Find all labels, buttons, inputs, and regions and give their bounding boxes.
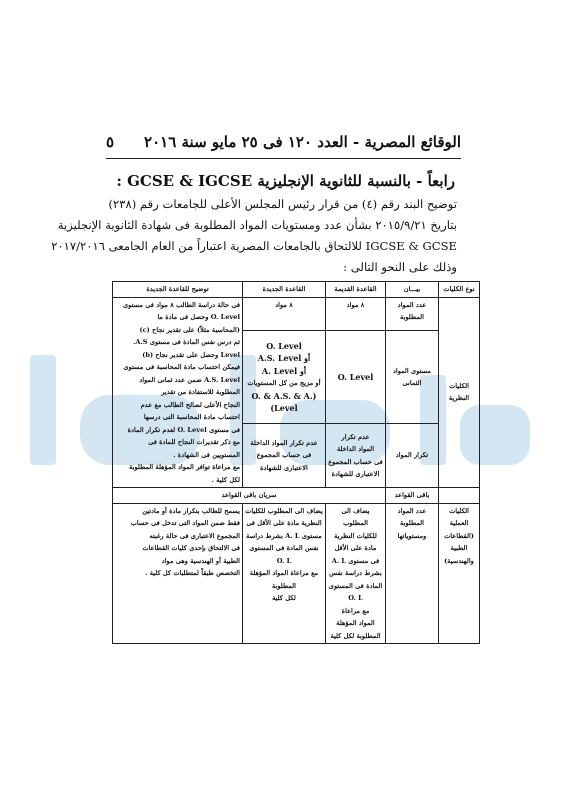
explanation-line: لكل كلية . bbox=[211, 475, 240, 484]
page-header bbox=[106, 131, 461, 157]
practical-old-line: فى مستوى A. L bbox=[331, 556, 380, 565]
remaining-rules-label: باقى القواعد bbox=[394, 491, 430, 499]
practical-old-line: المطلوبة لكل كلية bbox=[330, 631, 381, 640]
intro-paragraph bbox=[51, 194, 457, 278]
repeat-old-line: فى حساب المجموع bbox=[328, 457, 383, 466]
intro-line: توضيح البند رقم (٤) من قرار رئيس المجلس الأعلى للجامعات رقم (٢٣٨) bbox=[108, 197, 457, 211]
intro-line: وذلك على النحو التالى : bbox=[343, 260, 457, 274]
practical-explanation-cell bbox=[113, 503, 243, 644]
note-apply-rules-cell bbox=[113, 488, 386, 504]
explanation-line: A.S. Level ضمن عدد ثمانى المواد bbox=[139, 375, 240, 384]
level-new-line: أو A.S. Level bbox=[257, 353, 311, 364]
practical-old-line: مع مراعاة bbox=[341, 606, 370, 615]
repeat-label: تكرار المواد bbox=[395, 451, 429, 460]
repeat-new-line: الاعتبارى للشهادة bbox=[260, 463, 308, 472]
practical-old-line: بشرط دراسة نفس bbox=[329, 569, 382, 577]
practical-label-cell bbox=[386, 503, 439, 644]
practical-old-line: المواد المؤهلة bbox=[336, 619, 375, 627]
practical-type-cell bbox=[439, 503, 480, 644]
table-row bbox=[113, 297, 480, 331]
theoretical-type-cell bbox=[439, 297, 480, 488]
practical-type-line: (القطاعات bbox=[444, 531, 474, 540]
practical-new-cell bbox=[243, 503, 326, 644]
repeat-old-cell bbox=[326, 424, 386, 488]
explanation-line: ثم درس نفس المادة فى مستوى A.S. bbox=[133, 338, 240, 346]
practical-label-line: المطلوبة bbox=[399, 519, 425, 527]
practical-explanation-line: فى الالتحاق بإحدى كليات القطاعات bbox=[142, 544, 240, 552]
level-label: مستوى المواد الثمانى bbox=[392, 366, 432, 388]
table-row bbox=[113, 488, 480, 504]
repeat-new-line: عدم تكرار المواد الداخلة bbox=[250, 438, 318, 447]
practical-type-line: العملية bbox=[449, 519, 469, 527]
gazette-title: الوقائع المصرية - العدد ١٢٠ فى ٢٥ مايو سنة ٢٠١٦ bbox=[144, 133, 461, 151]
practical-old-line: المادة فى المستوى bbox=[328, 581, 383, 590]
intro-line: بتاريخ ٢٠١٥/٩/٢١ بشأن عدد ومستويات المواد المطلوبة فى شهادة الثانوية الإنجليزية bbox=[57, 218, 457, 232]
level-new-line: أو مزيج من كل المستويات bbox=[247, 379, 321, 388]
practical-label-line: عدد المواد bbox=[397, 506, 427, 515]
count-old: ٨ مواد bbox=[346, 300, 365, 309]
explanation-line: Level وحصل على تقدير نجاح (b) bbox=[142, 350, 240, 359]
repeat-old-line: المواد الداخلة bbox=[336, 445, 375, 454]
note-empty-cell bbox=[439, 488, 480, 504]
practical-explanation-line: يسمح للطالب بتكرار مادة أو مادتين bbox=[142, 506, 240, 515]
explanation-line: مع ذكر تقديرات النجاح للمادة فى bbox=[148, 438, 240, 446]
rules-table bbox=[112, 281, 480, 644]
explanation-line: المستويين فى الشهادة . bbox=[173, 450, 240, 459]
practical-new-line: مستوى A. L بشرط دراسة bbox=[246, 531, 322, 540]
practical-old-line: للكليات النظرية bbox=[334, 531, 377, 540]
header-explanation: توضيح للقاعدة الجديدة bbox=[113, 282, 243, 298]
explanation-line: O. Level وحصل فى مادة ما bbox=[157, 313, 240, 321]
practical-new-line: يضاف الى المطلوب للكليات bbox=[245, 506, 323, 515]
level-label-cell bbox=[386, 331, 439, 424]
practical-type-line: والهندسية) bbox=[444, 556, 474, 565]
explanation-line: النجاح الأعلى لصالح الطالب مع عدم bbox=[140, 400, 240, 409]
explanation-line: المطلوبة للاستفادة من تقدير bbox=[161, 388, 240, 396]
practical-explanation-line: فقط ضمن المواد التى تدخل فى حساب bbox=[130, 519, 240, 527]
practical-type-line: الطبية bbox=[450, 544, 468, 552]
page-number: ٥ bbox=[106, 133, 115, 151]
header-divider bbox=[106, 158, 461, 159]
practical-type-line: الكليات bbox=[449, 506, 469, 515]
level-new-line: (O. & A.S. & A. Level) bbox=[251, 390, 317, 414]
count-new: ٨ مواد bbox=[275, 300, 293, 309]
count-old-cell bbox=[326, 297, 386, 331]
theoretical-type: الكليات النظرية bbox=[448, 381, 470, 403]
section-heading: رابعاً - بالنسبة للثانوية الإنجليزية GCSE & IGCSE : bbox=[116, 172, 455, 190]
header-old-rule: القاعدة القديمة bbox=[326, 282, 386, 298]
repeat-old-line: الاعتبارى للشهادة bbox=[331, 470, 380, 479]
count-new-cell bbox=[243, 297, 326, 331]
repeat-new-line: فى حساب المجموع bbox=[256, 451, 312, 460]
table-row bbox=[113, 503, 480, 644]
explanation-line: احتساب مادة المحاسبة التى درسها bbox=[143, 413, 240, 421]
practical-new-line: لكل كلية bbox=[272, 594, 296, 602]
explanation-line: فى حالة دراسة الطالب ٨ مواد فى مستوى bbox=[123, 300, 240, 309]
practical-old-line: مادة على الأقل bbox=[334, 544, 377, 552]
note-remaining-rules-cell bbox=[386, 488, 439, 504]
theoretical-explanation-cell bbox=[113, 297, 243, 488]
practical-explanation-line: المجموع الاعتبارى فى حالة رغبته bbox=[149, 531, 240, 540]
header-new-rule: القاعدة الجديدة bbox=[243, 282, 326, 298]
header-college-type: نوع الكليات bbox=[439, 282, 480, 298]
level-new-line: أو A. Level bbox=[261, 365, 307, 376]
table-header-row bbox=[113, 282, 480, 298]
practical-new-line: النظرية مادة على الأقل فى bbox=[246, 519, 322, 527]
explanation-line: مع مراعاة توافر المواد المؤهلة المطلوبة bbox=[129, 463, 240, 471]
level-old-cell bbox=[326, 331, 386, 424]
practical-old-line: O. L bbox=[348, 594, 363, 602]
repeat-new-cell bbox=[243, 424, 326, 488]
practical-explanation-line: التخصص طبقاً لمتطلبات كل كلية . bbox=[145, 569, 240, 577]
practical-old-line: يضاف الى المطلوب bbox=[341, 506, 370, 527]
practical-new-line: مع مراعاة المواد المؤهلة المطلوبة bbox=[249, 569, 319, 590]
repeat-old-line: عدم تكرار bbox=[341, 432, 370, 441]
explanation-line: فيمكن احتساب مادة المحاسبة فى مستوى bbox=[123, 363, 240, 371]
practical-explanation-line: الطبية أو الهندسية وهى مواد bbox=[161, 556, 240, 565]
explanation-line: (المحاسبة مثلاً) على تقدير نجاح (c) bbox=[139, 325, 240, 334]
intro-line: IGCSE & GCSE للالتحاق بالجامعات المصرية اعتباراً من العام الجامعى ٢٠١٧/٢٠١٦ bbox=[51, 239, 457, 253]
repeat-label-cell bbox=[386, 424, 439, 488]
level-old: O. Level bbox=[337, 371, 374, 382]
level-new-cell bbox=[243, 331, 326, 424]
count-label-cell bbox=[386, 297, 439, 331]
count-label: عدد المواد المطلوبة bbox=[397, 300, 427, 321]
practical-label-line: ومستوياتها bbox=[397, 531, 427, 540]
header-statement: بيـــان bbox=[386, 282, 439, 298]
level-new-line: O. Level bbox=[266, 340, 302, 351]
apply-remaining-rules: سريان باقى القواعد bbox=[221, 491, 277, 499]
explanation-line: فى مستوى O. Level لعدم تكرار المادة bbox=[127, 425, 240, 434]
practical-old-cell bbox=[326, 503, 386, 644]
practical-new-line: نفس المادة فى المستوى O. L bbox=[249, 544, 319, 565]
